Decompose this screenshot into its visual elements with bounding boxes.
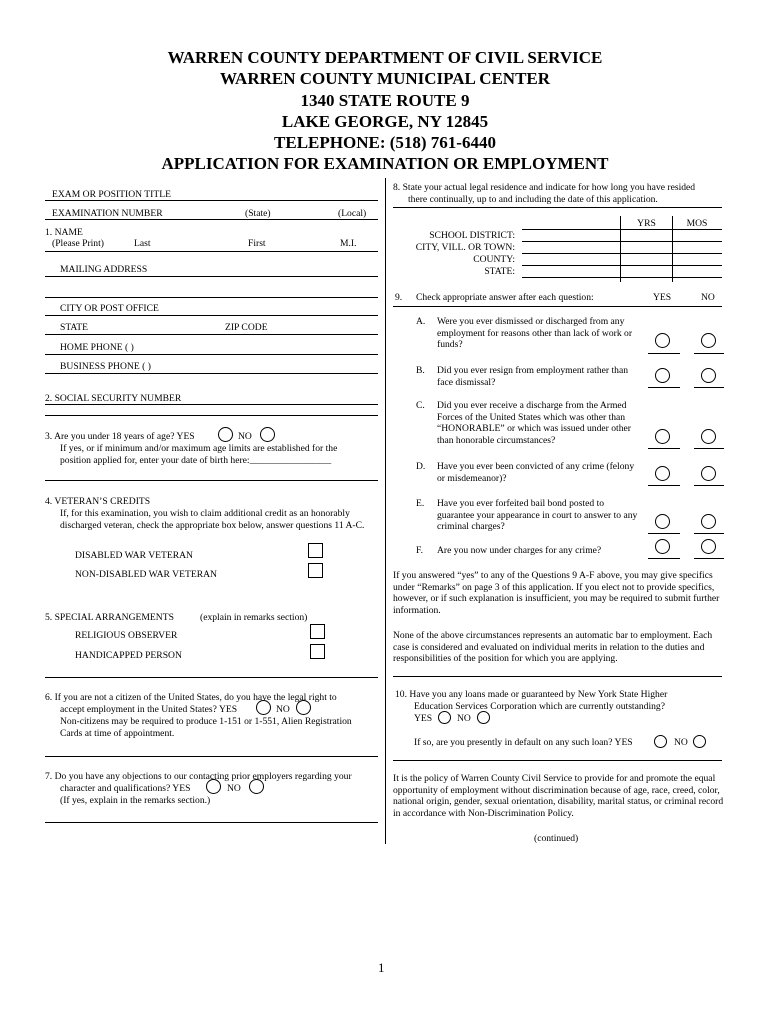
q4-title: 4. VETERAN’S CREDITS — [45, 496, 151, 507]
q5-note: (explain in remarks section) — [200, 612, 308, 623]
q9f-yes-line — [648, 558, 680, 559]
q3-date-of-birth[interactable]: position applied for, enter your date of birth here:_________________ — [60, 455, 332, 466]
q9a-yes-radio[interactable] — [655, 333, 670, 348]
q6-no-radio[interactable] — [296, 700, 311, 715]
q9d-yes-line — [648, 485, 680, 486]
q7-question: 7. Do you have any objections to our contacting prior employers regarding your — [45, 771, 352, 782]
q9e-no-radio[interactable] — [701, 514, 716, 529]
q3-no-label: NO — [238, 431, 252, 442]
handicapped-person-label: HANDICAPPED PERSON — [75, 650, 182, 661]
q9c-no-radio[interactable] — [701, 429, 716, 444]
q7-note: (If yes, explain in the remarks section.) — [60, 795, 211, 806]
q10-divider — [393, 760, 722, 761]
q9f-no-line — [694, 558, 724, 559]
q10-question-2: Education Services Corporation which are currently outstanding? — [414, 701, 665, 712]
header-city: LAKE GEORGE, NY 12845 — [281, 112, 489, 131]
mailing-address-field[interactable] — [45, 276, 378, 277]
q9a-no-radio[interactable] — [701, 333, 716, 348]
header-street: 1340 STATE ROUTE 9 — [300, 91, 470, 110]
years-header: YRS — [637, 218, 656, 229]
ssn-field-2[interactable] — [45, 415, 378, 416]
nondisabled-veteran-label: NON-DISABLED WAR VETERAN — [75, 569, 217, 580]
residence-header-line — [522, 229, 722, 230]
mailing-address-field-2[interactable] — [45, 297, 378, 298]
q9-end-divider — [393, 676, 722, 677]
disabled-veteran-checkbox[interactable] — [308, 543, 323, 558]
religious-observer-label: RELIGIOUS OBSERVER — [75, 630, 178, 641]
exam-title-field[interactable] — [45, 200, 378, 201]
q10-question: 10. Have you any loans made or guaranteed by New York State Higher — [395, 689, 668, 700]
q9f-no-radio[interactable] — [701, 539, 716, 554]
disabled-veteran-label: DISABLED WAR VETERAN — [75, 550, 193, 561]
name-label: 1. NAME — [45, 227, 83, 238]
q3-age-limits: If yes, or if minimum and/or maximum age limits are established for the — [60, 443, 338, 454]
q5-title: 5. SPECIAL ARRANGEMENTS — [45, 612, 174, 623]
state-label: STATE — [60, 322, 89, 333]
q7-yes-radio[interactable] — [206, 779, 221, 794]
county-label: COUNTY: — [473, 254, 515, 265]
q3-no-radio[interactable] — [260, 427, 275, 442]
months-header: MOS — [686, 218, 708, 229]
q9d-yes-radio[interactable] — [655, 466, 670, 481]
q10-no-label: NO — [457, 713, 471, 724]
q10-no-radio[interactable] — [477, 711, 490, 724]
ssn-label: 2. SOCIAL SECURITY NUMBER — [45, 393, 182, 404]
months-column-line — [672, 216, 673, 282]
city-town-label: CITY, VILL. OR TOWN: — [415, 242, 515, 253]
city-field[interactable] — [45, 315, 378, 316]
q7-question-2: character and qualifications? YES — [60, 783, 191, 794]
religious-observer-checkbox[interactable] — [310, 624, 325, 639]
q9e-yes-line — [648, 533, 680, 534]
q6-question-2: accept employment in the United States? YES — [60, 704, 238, 715]
q9a-no-line — [694, 353, 724, 354]
school-district-field[interactable] — [522, 241, 722, 242]
page-number: 1 — [378, 960, 385, 975]
residence-state-label: STATE: — [484, 266, 515, 277]
q6-note: Non-citizens may be required to produce 1-151 or 1-551, Alien Registration — [60, 716, 352, 727]
q9e-yes-radio[interactable] — [655, 514, 670, 529]
q9d-no-radio[interactable] — [701, 466, 716, 481]
q3-question: 3. Are you under 18 years of age? YES — [45, 431, 195, 442]
q9-explanation: If you answered “yes” to any of the Questions 9 A-F above, you may give specifics under “Remarks” on page 3 of this application. If you elect not to provide specifics, however, or if such explanation is insufficient, you may be required to submit further information. — [393, 570, 720, 617]
q9-instructions: Check appropriate answer after each question: — [416, 292, 594, 303]
residence-state-field[interactable] — [522, 277, 722, 278]
q9e-no-line — [694, 533, 724, 534]
q6-question: 6. If you are not a citizen of the United States, do you have the legal right to — [45, 692, 337, 703]
q9c-yes-line — [648, 448, 680, 449]
no-column-header: NO — [701, 292, 715, 303]
continued-note: (continued) — [534, 833, 579, 844]
q9c-text: Did you ever receive a discharge from the Armed Forces of the United States which was other than “HONORABLE” or which was issued under other than honorable circumstances? — [437, 400, 631, 447]
business-phone-label: BUSINESS PHONE ( ) — [60, 361, 151, 372]
business-phone-field[interactable] — [45, 373, 378, 374]
q9e-letter: E. — [416, 498, 425, 509]
header-telephone: TELEPHONE: (518) 761-6440 — [274, 133, 496, 152]
q9-divider — [393, 306, 722, 307]
q9b-yes-radio[interactable] — [655, 368, 670, 383]
years-column-line — [620, 216, 621, 282]
q9b-no-radio[interactable] — [701, 368, 716, 383]
local-exam-label: (Local) — [338, 208, 367, 219]
zip-label: ZIP CODE — [225, 322, 268, 333]
q9f-text: Are you now under charges for any crime? — [437, 545, 602, 556]
exam-title-label: EXAM OR POSITION TITLE — [52, 189, 171, 200]
q6-note-2: Cards at time of appointment. — [60, 728, 175, 739]
q6-divider — [45, 756, 378, 757]
nondisabled-veteran-checkbox[interactable] — [308, 563, 323, 578]
q4-text: If, for this examination, you wish to claim additional credit as an honorably discharged veteran, check the appropriate box below, answer questions 11 A-C. — [60, 508, 365, 531]
header-agency: WARREN COUNTY DEPARTMENT OF CIVIL SERVICE — [167, 48, 603, 67]
q7-divider — [45, 822, 378, 823]
q10-yes-label: YES — [414, 713, 433, 724]
q9b-no-line — [694, 387, 724, 388]
page-title: APPLICATION FOR EXAMINATION OR EMPLOYMENT — [161, 154, 609, 173]
state-zip-field[interactable] — [45, 334, 378, 335]
q9b-yes-line — [648, 387, 680, 388]
q9b-letter: B. — [416, 365, 425, 376]
yes-column-header: YES — [653, 292, 672, 303]
state-exam-label: (State) — [245, 208, 271, 219]
q10-default-question: If so, are you presently in default on any such loan? YES — [414, 737, 633, 748]
exam-number-field[interactable] — [45, 219, 378, 220]
q9c-no-line — [694, 448, 724, 449]
q10-default-yes-radio[interactable] — [654, 735, 667, 748]
q8-question-2: there continually, up to and including the date of this application. — [408, 194, 658, 205]
q10-yes-radio[interactable] — [438, 711, 451, 724]
home-phone-label: HOME PHONE ( ) — [60, 342, 134, 353]
mailing-address-label: MAILING ADDRESS — [60, 264, 148, 275]
q9d-letter: D. — [416, 461, 426, 472]
school-district-label: SCHOOL DISTRICT: — [429, 230, 515, 241]
q9-disclaimer: None of the above circumstances represents an automatic bar to employment. Each case is considered and evaluated on individual merits in relation to the duties and responsibilities of the position for which you are applying. — [393, 630, 713, 665]
q9c-letter: C. — [416, 400, 425, 411]
q8-divider — [393, 207, 722, 208]
q9b-text: Did you ever resign from employment rather than face dismissal? — [437, 365, 629, 388]
name-field[interactable] — [45, 251, 378, 252]
q3-divider — [45, 480, 378, 481]
city-label: CITY OR POST OFFICE — [60, 303, 159, 314]
q9a-text: Were you ever dismissed or discharged from any employment for reasons other than lack of work or funds? — [437, 316, 633, 351]
city-town-field[interactable] — [522, 253, 722, 254]
please-print-label: (Please Print) — [52, 238, 104, 249]
exam-number-label: EXAMINATION NUMBER — [52, 208, 163, 219]
column-divider — [385, 178, 386, 844]
middle-initial-label: M.I. — [340, 238, 357, 249]
q10-default-no-label: NO — [674, 737, 688, 748]
handicapped-person-checkbox[interactable] — [310, 644, 325, 659]
q9a-letter: A. — [416, 316, 426, 327]
q7-no-label: NO — [227, 783, 241, 794]
q10-default-no-radio[interactable] — [693, 735, 706, 748]
q9f-letter: F. — [416, 545, 423, 556]
q9f-yes-radio[interactable] — [655, 539, 670, 554]
q9d-no-line — [694, 485, 724, 486]
q6-yes-radio[interactable] — [256, 700, 271, 715]
q7-no-radio[interactable] — [249, 779, 264, 794]
q9a-yes-line — [648, 353, 680, 354]
county-field[interactable] — [522, 265, 722, 266]
q9d-text: Have you ever been convicted of any crime (felony or misdemeanor)? — [437, 461, 635, 484]
q9c-yes-radio[interactable] — [655, 429, 670, 444]
header-center: WARREN COUNTY MUNICIPAL CENTER — [219, 69, 551, 88]
last-name-label: Last — [134, 238, 151, 249]
q9-number: 9. — [395, 292, 403, 303]
home-phone-field[interactable] — [45, 354, 378, 355]
first-name-label: First — [248, 238, 266, 249]
q5-divider — [45, 677, 378, 678]
non-discrimination-policy: It is the policy of Warren County Civil Service to provide for and promote the equal opportunity of employment without discrimination because of age, race, creed, color, national origin, gender, sexual orientation, disability, marital status, or criminal record in accordance with Non-Discrimination Policy. — [393, 773, 724, 820]
ssn-field[interactable] — [45, 404, 378, 405]
q3-yes-radio[interactable] — [218, 427, 233, 442]
q8-question: 8. State your actual legal residence and indicate for how long you have resided — [393, 182, 696, 193]
q6-no-label: NO — [276, 704, 290, 715]
q9e-text: Have you ever forfeited bail bond posted to guarantee your appearance in court to answer to any criminal charges? — [437, 498, 638, 533]
